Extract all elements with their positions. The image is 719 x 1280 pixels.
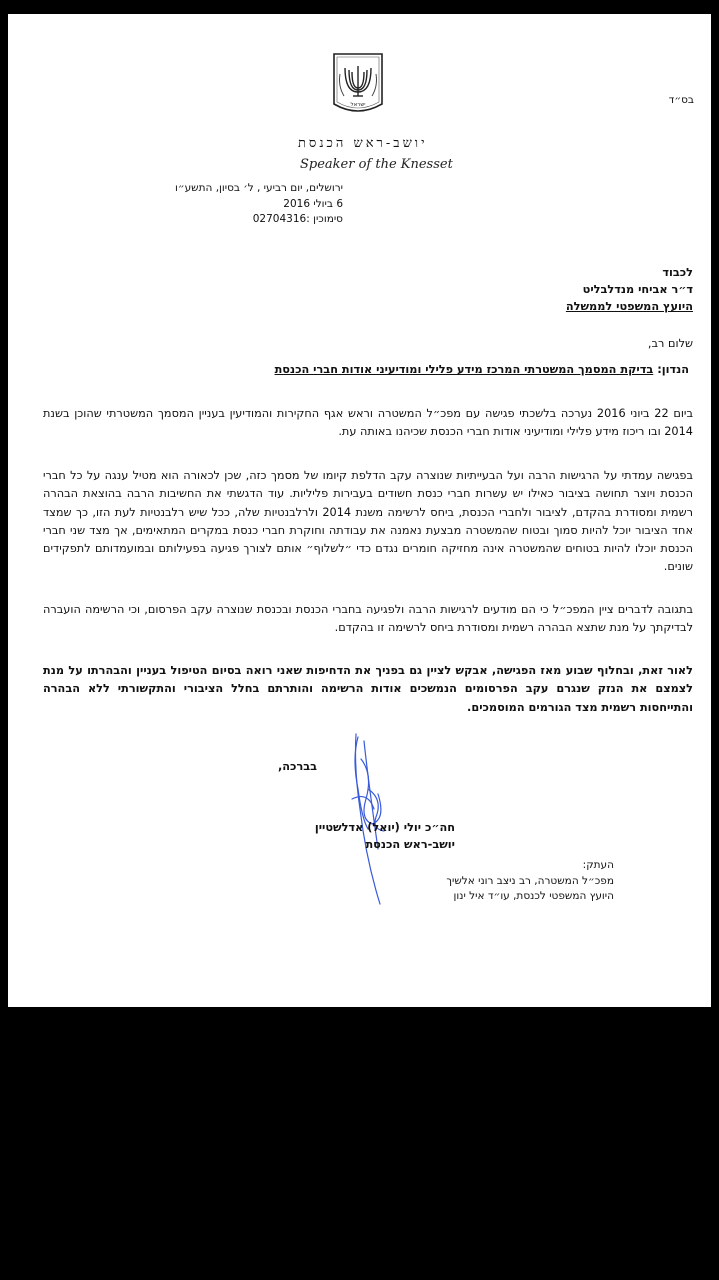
date-gregorian: 6 ביולי 2016 bbox=[283, 197, 343, 210]
closing-regards: בברכה, bbox=[278, 760, 318, 773]
office-title-hebrew: יושב-ראש הכנסת bbox=[298, 136, 428, 151]
knesset-emblem-icon bbox=[331, 52, 385, 118]
recipient-name: ד״ר אביחי מנדלבליט bbox=[582, 283, 693, 296]
signer-title: יושב-ראש הכנסת bbox=[365, 838, 455, 851]
cc-recipient-2: היועץ המשפטי לכנסת, עו״ד איל ינון bbox=[453, 890, 614, 902]
subject-label: הנדון: bbox=[657, 363, 689, 376]
recipient-title: היועץ המשפטי לממשלה bbox=[565, 300, 693, 313]
body-paragraph-2: בפגישה עמדתי על הרגישות הרבה ועל הבעייתיות שנוצרה עקב הדלפת קיומו של מסמך כזה, שכן לכאורה הוא מטיל ענגה על כל חברי הכנסת ויוצר תחושה בציבור כאילו יש עשרות חברי כנסת חשודים בעבירות פליליות. עוד הדגשתי את החשיבות הרבה בהוצאת הבהרה רשמית ומסודרת בהקדם, לציבור ולחברי הכנסת, ביחס לרשימה משנת 2014 ולרלבנטיות שלה, ככל שיש רלבנטיות לעת הזו, כך שמצד אחד הציבור יוכל להיות סמוך ובטוח שהמשטרה מבצעת נאמנה את עבודתה וחוקרת חברי כנסת במקרים המתאימים, אך מצד שני חברי הכנסת יוכלו להיות בטוחים שהמשטרה אינה מחזיקה חומרים נגדם כדי ״לשלוף״ אותם לצורך פגיעה בפעילותם ובמועמדותם לתפקידים שונים. bbox=[43, 469, 693, 574]
cc-label: העתק: bbox=[582, 859, 614, 871]
date-hebrew: ירושלים, יום רביעי , ל׳ בסיון, התשע״ו bbox=[174, 182, 343, 194]
greeting: שלום רב, bbox=[647, 337, 693, 350]
body-paragraph-4: לאור זאת, ובחלוף שבוע מאז הפגישה, אבקש לציין גם בפניך את הדחיפות שאני רואה בסיום הטיפול בעניין והבהרתו על מנת לצמצם את הנזק שנגרם עקב הפרסומים הנמשכים אודות הרשימה והותרתם בחלל הציבורי והתקשורתי ללא הבהרה והתייחסות רשמית מצד הגורמים המוסמכים. bbox=[43, 664, 693, 714]
subject-line bbox=[89, 363, 689, 376]
reference-number: סימוכין :02704316 bbox=[252, 213, 343, 225]
cc-recipient-1: מפכ״ל המשטרה, רב ניצב רוני אלשיך bbox=[446, 874, 614, 887]
office-title-english: Speaker of the Knesset bbox=[300, 157, 453, 172]
letter-page bbox=[8, 14, 711, 1007]
recipient-address bbox=[393, 264, 693, 315]
body-paragraph-3: בתגובה לדברים ציין המפכ״ל כי הם מודעים לרגישות הרבה ולפגיעה בחברי הכנסת ובכנסת שנוצרה עקב הפרסום, וכי הרשימה הועברה לבדיקתך על מנת שתצא הבהרה רשמית ומסודרת ביחס לרשימה זו בהקדם. bbox=[43, 603, 693, 635]
signer-block bbox=[255, 819, 455, 853]
cc-block bbox=[408, 858, 614, 905]
subject-text: בדיקת המסמך המשטרתי המרכז מידע פלילי ומודיעיני אודות חברי הכנסת bbox=[274, 363, 654, 376]
recipient-salutation: לכבוד bbox=[662, 266, 693, 279]
bsd-mark: בס״ד bbox=[668, 94, 694, 106]
signer-name: חה״כ יולי (יואל) אדלשטיין bbox=[314, 821, 455, 834]
emblem-label: ישראל bbox=[350, 102, 366, 108]
body-paragraph-1: ביום 22 ביוני 2016 נערכה בלשכתי פגישה עם מפכ״ל המשטרה וראש אגף החקירות והמודיעין בעניין המסמך המשטרתי שהוכן בשנת 2014 ובו ריכוז מידע פלילי ומודיעיני אודות חברי הכנסת שכיהנו באותה עת. bbox=[43, 407, 693, 439]
date-block bbox=[23, 181, 343, 228]
